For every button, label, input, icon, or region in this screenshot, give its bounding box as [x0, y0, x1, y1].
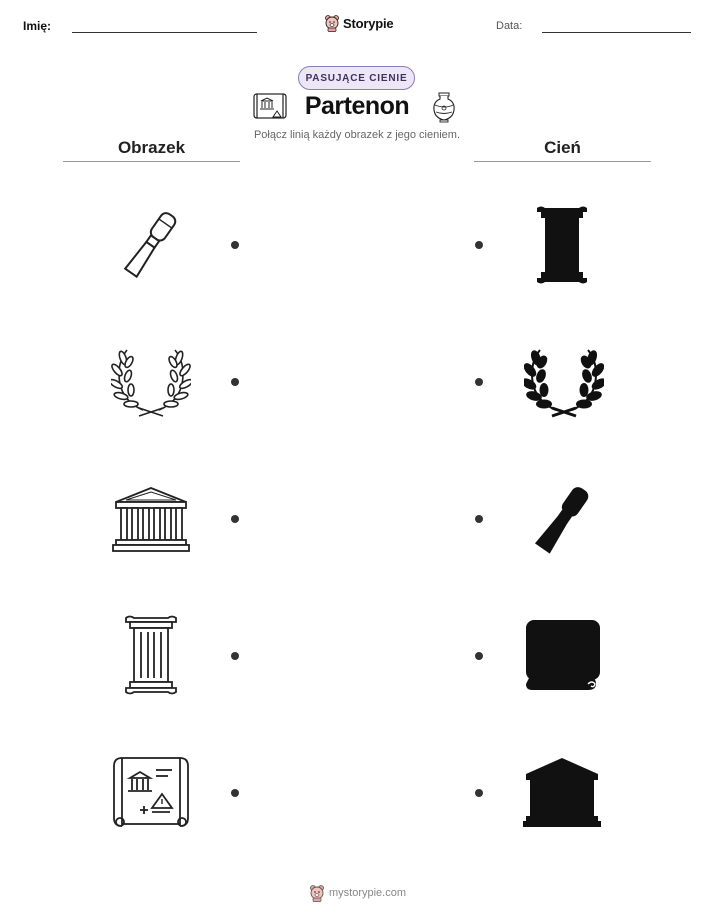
column-underline: [474, 161, 651, 162]
left-match-dot-5[interactable]: [231, 789, 239, 797]
right-match-dot-4[interactable]: [475, 652, 483, 660]
brand-logo: [324, 12, 393, 34]
instructions: Połącz linią każdy obrazek z jego cieniem.: [253, 129, 461, 141]
bear-mascot-icon: [309, 884, 325, 902]
right-match-dot-5[interactable]: [475, 789, 483, 797]
date-label: Data:: [496, 20, 523, 32]
right-match-dot-1[interactable]: [475, 241, 483, 249]
left-match-dot-2[interactable]: [231, 378, 239, 386]
brand-name: Storypie: [343, 15, 394, 31]
name-label: Imię:: [23, 19, 52, 33]
parthenon-temple-icon: [112, 486, 190, 554]
column-underline: [63, 161, 240, 162]
footer: [309, 884, 406, 902]
amphora-icon: [431, 91, 457, 123]
right-match-dot-3[interactable]: [475, 515, 483, 523]
column-heading-shadow: Cień: [544, 138, 581, 157]
activity-badge: PASUJĄCE CIENIE: [298, 66, 415, 90]
page-title: Partenon: [304, 92, 410, 120]
footer-url[interactable]: mystorypie.com: [329, 887, 407, 899]
bear-mascot-icon: [324, 14, 340, 32]
blueprint-scroll-icon: [112, 754, 190, 830]
chisel-shadow: [530, 480, 596, 558]
column-icon: [124, 614, 178, 696]
left-match-dot-1[interactable]: [231, 241, 239, 249]
chisel-icon: [118, 205, 184, 283]
left-match-dot-4[interactable]: [231, 652, 239, 660]
laurel-wreath-icon: [111, 344, 191, 420]
column-shadow: [535, 204, 589, 286]
right-match-dot-2[interactable]: [475, 378, 483, 386]
name-field-line[interactable]: [72, 32, 257, 33]
scroll-shadow: [524, 618, 602, 692]
blueprint-scroll-icon: [253, 91, 287, 121]
left-match-dot-3[interactable]: [231, 515, 239, 523]
temple-shadow: [522, 756, 602, 828]
laurel-wreath-shadow: [524, 344, 604, 420]
column-heading-picture: Obrazek: [117, 138, 186, 157]
date-field-line[interactable]: [542, 32, 691, 33]
